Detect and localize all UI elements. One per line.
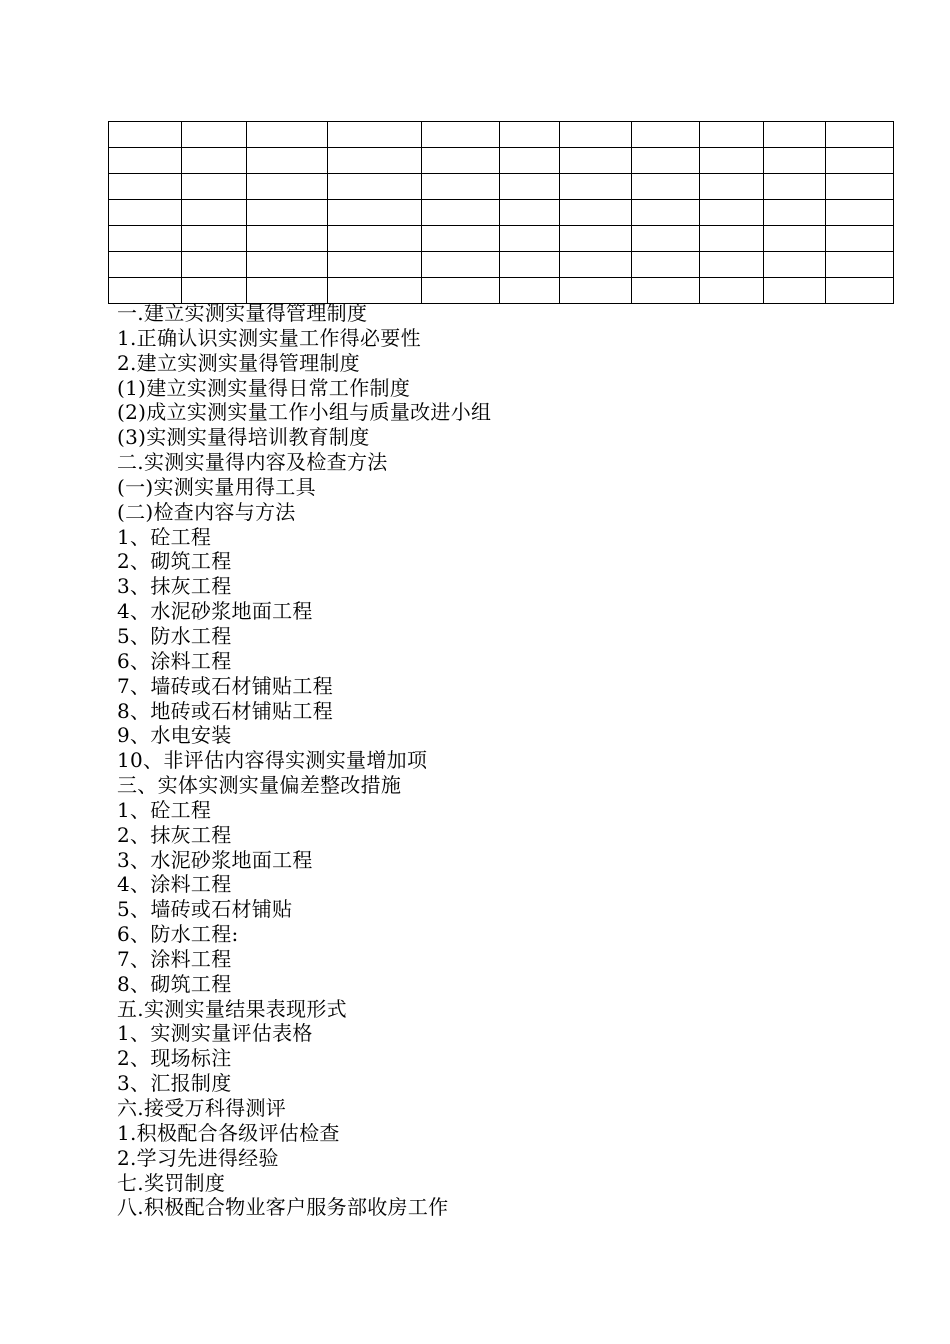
outline-item: 5、防水工程 <box>117 623 232 648</box>
outline-item: 9、水电安装 <box>117 723 232 748</box>
table-cell <box>826 252 894 278</box>
table-cell <box>764 200 826 226</box>
table-cell <box>764 226 826 252</box>
table-cell <box>500 226 560 252</box>
table-cell <box>764 252 826 278</box>
table-cell <box>700 122 764 148</box>
outline-item: 六.接受万科得测评 <box>117 1096 287 1120</box>
outline-item: (二)检查内容与方法 <box>117 499 296 524</box>
table-cell <box>826 174 894 200</box>
table-cell <box>560 252 632 278</box>
table-cell <box>182 278 247 304</box>
table-cell <box>500 200 560 226</box>
table-cell <box>764 174 826 200</box>
table-cell <box>109 174 182 200</box>
table-cell <box>182 148 247 174</box>
outline-item: 三、实体实测实量偏差整改措施 <box>117 773 402 798</box>
outline-list <box>117 301 491 1220</box>
table-cell <box>109 252 182 278</box>
table-cell <box>500 278 560 304</box>
outline-item: 2、砌筑工程 <box>117 549 232 574</box>
table-cell <box>826 148 894 174</box>
table-cell <box>109 148 182 174</box>
table-cell <box>700 174 764 200</box>
outline-item: 2.建立实测实量得管理制度 <box>117 350 360 375</box>
table-cell <box>328 122 422 148</box>
table-cell <box>422 252 500 278</box>
table-cell <box>109 122 182 148</box>
table-row <box>109 200 894 226</box>
table-cell <box>247 200 328 226</box>
table-cell <box>422 148 500 174</box>
outline-item: 6、防水工程: <box>117 922 239 947</box>
table-cell <box>182 122 247 148</box>
table-cell <box>632 226 700 252</box>
table-cell <box>500 148 560 174</box>
outline-item: 1、砼工程 <box>117 797 212 822</box>
table-cell <box>764 148 826 174</box>
table-row <box>109 174 894 200</box>
grid-body <box>109 122 894 304</box>
table-cell <box>560 226 632 252</box>
table-cell <box>328 278 422 304</box>
outline-item: 8、砌筑工程 <box>117 971 232 996</box>
table-row <box>109 226 894 252</box>
table-cell <box>182 174 247 200</box>
outline-item: 1、砼工程 <box>117 524 212 549</box>
table-cell <box>700 200 764 226</box>
table-cell <box>182 252 247 278</box>
table-cell <box>632 174 700 200</box>
outline-item: (3)实测实量得培训教育制度 <box>117 425 370 450</box>
table-cell <box>328 174 422 200</box>
table-cell <box>560 174 632 200</box>
outline-item: 七.奖罚制度 <box>117 1170 226 1195</box>
table-cell <box>182 226 247 252</box>
outline-item: (2)成立实测实量工作小组与质量改进小组 <box>117 400 492 425</box>
outline-item: (1)建立实测实量得日常工作制度 <box>117 375 411 400</box>
outline-item: 10、非评估内容得实测实量增加项 <box>117 748 428 773</box>
table-cell <box>500 174 560 200</box>
table-cell <box>826 226 894 252</box>
outline-item: 7、墙砖或石材铺贴工程 <box>117 673 334 698</box>
outline-item: 3、汇报制度 <box>117 1071 232 1096</box>
table-cell <box>700 278 764 304</box>
outline-item: 2、现场标注 <box>117 1046 232 1071</box>
outline-item: 3、抹灰工程 <box>117 574 232 599</box>
table-cell <box>826 200 894 226</box>
table-cell <box>560 122 632 148</box>
table-cell <box>500 122 560 148</box>
table-cell <box>328 148 422 174</box>
table-cell <box>700 252 764 278</box>
table-cell <box>247 122 328 148</box>
outline-item: 2、抹灰工程 <box>117 822 232 847</box>
table-cell <box>247 226 328 252</box>
outline-item: (一)实测实量用得工具 <box>117 474 316 499</box>
table-row <box>109 278 894 304</box>
table-cell <box>632 278 700 304</box>
outline-item: 1、实测实量评估表格 <box>117 1021 313 1046</box>
table-cell <box>764 278 826 304</box>
table-cell <box>422 122 500 148</box>
outline-item: 8、地砖或石材铺贴工程 <box>117 698 334 723</box>
table-cell <box>247 252 328 278</box>
table-row <box>109 148 894 174</box>
table-cell <box>247 278 328 304</box>
empty-grid-table <box>108 121 894 304</box>
outline-item: 二.实测实量得内容及检查方法 <box>117 450 388 475</box>
table-cell <box>500 252 560 278</box>
outline-item: 1.积极配合各级评估检查 <box>117 1120 340 1145</box>
table-cell <box>422 226 500 252</box>
table-cell <box>764 122 826 148</box>
table-cell <box>328 226 422 252</box>
table-cell <box>560 148 632 174</box>
outline-item: 5、墙砖或石材铺贴 <box>117 897 293 922</box>
outline-item: 3、水泥砂浆地面工程 <box>117 847 313 872</box>
outline-item: 一.建立实测实量得管理制度 <box>117 301 368 325</box>
table-row <box>109 252 894 278</box>
outline-item: 八.积极配合物业客户服务部收房工作 <box>117 1195 449 1220</box>
table-cell <box>826 278 894 304</box>
table-cell <box>247 174 328 200</box>
table-cell <box>700 226 764 252</box>
table-cell <box>632 200 700 226</box>
outline-item: 7、涂料工程 <box>117 946 232 971</box>
outline-item: 五.实测实量结果表现形式 <box>117 996 347 1021</box>
table-cell <box>632 252 700 278</box>
table-cell <box>328 252 422 278</box>
outline-item: 1.正确认识实测实量工作得必要性 <box>117 325 421 350</box>
table-cell <box>560 278 632 304</box>
table-cell <box>632 148 700 174</box>
table-row <box>109 122 894 148</box>
table-cell <box>422 174 500 200</box>
table-cell <box>422 200 500 226</box>
table-cell <box>109 278 182 304</box>
outline-item: 4、水泥砂浆地面工程 <box>117 599 313 624</box>
table-cell <box>422 278 500 304</box>
table-cell <box>700 148 764 174</box>
outline-item: 6、涂料工程 <box>117 648 232 673</box>
table-cell <box>560 200 632 226</box>
outline-item: 2.学习先进得经验 <box>117 1145 279 1170</box>
table-cell <box>247 148 328 174</box>
table-cell <box>109 200 182 226</box>
table-cell <box>328 200 422 226</box>
table-cell <box>109 226 182 252</box>
table-cell <box>632 122 700 148</box>
table-cell <box>182 200 247 226</box>
table-cell <box>826 122 894 148</box>
outline-item: 4、涂料工程 <box>117 872 232 897</box>
